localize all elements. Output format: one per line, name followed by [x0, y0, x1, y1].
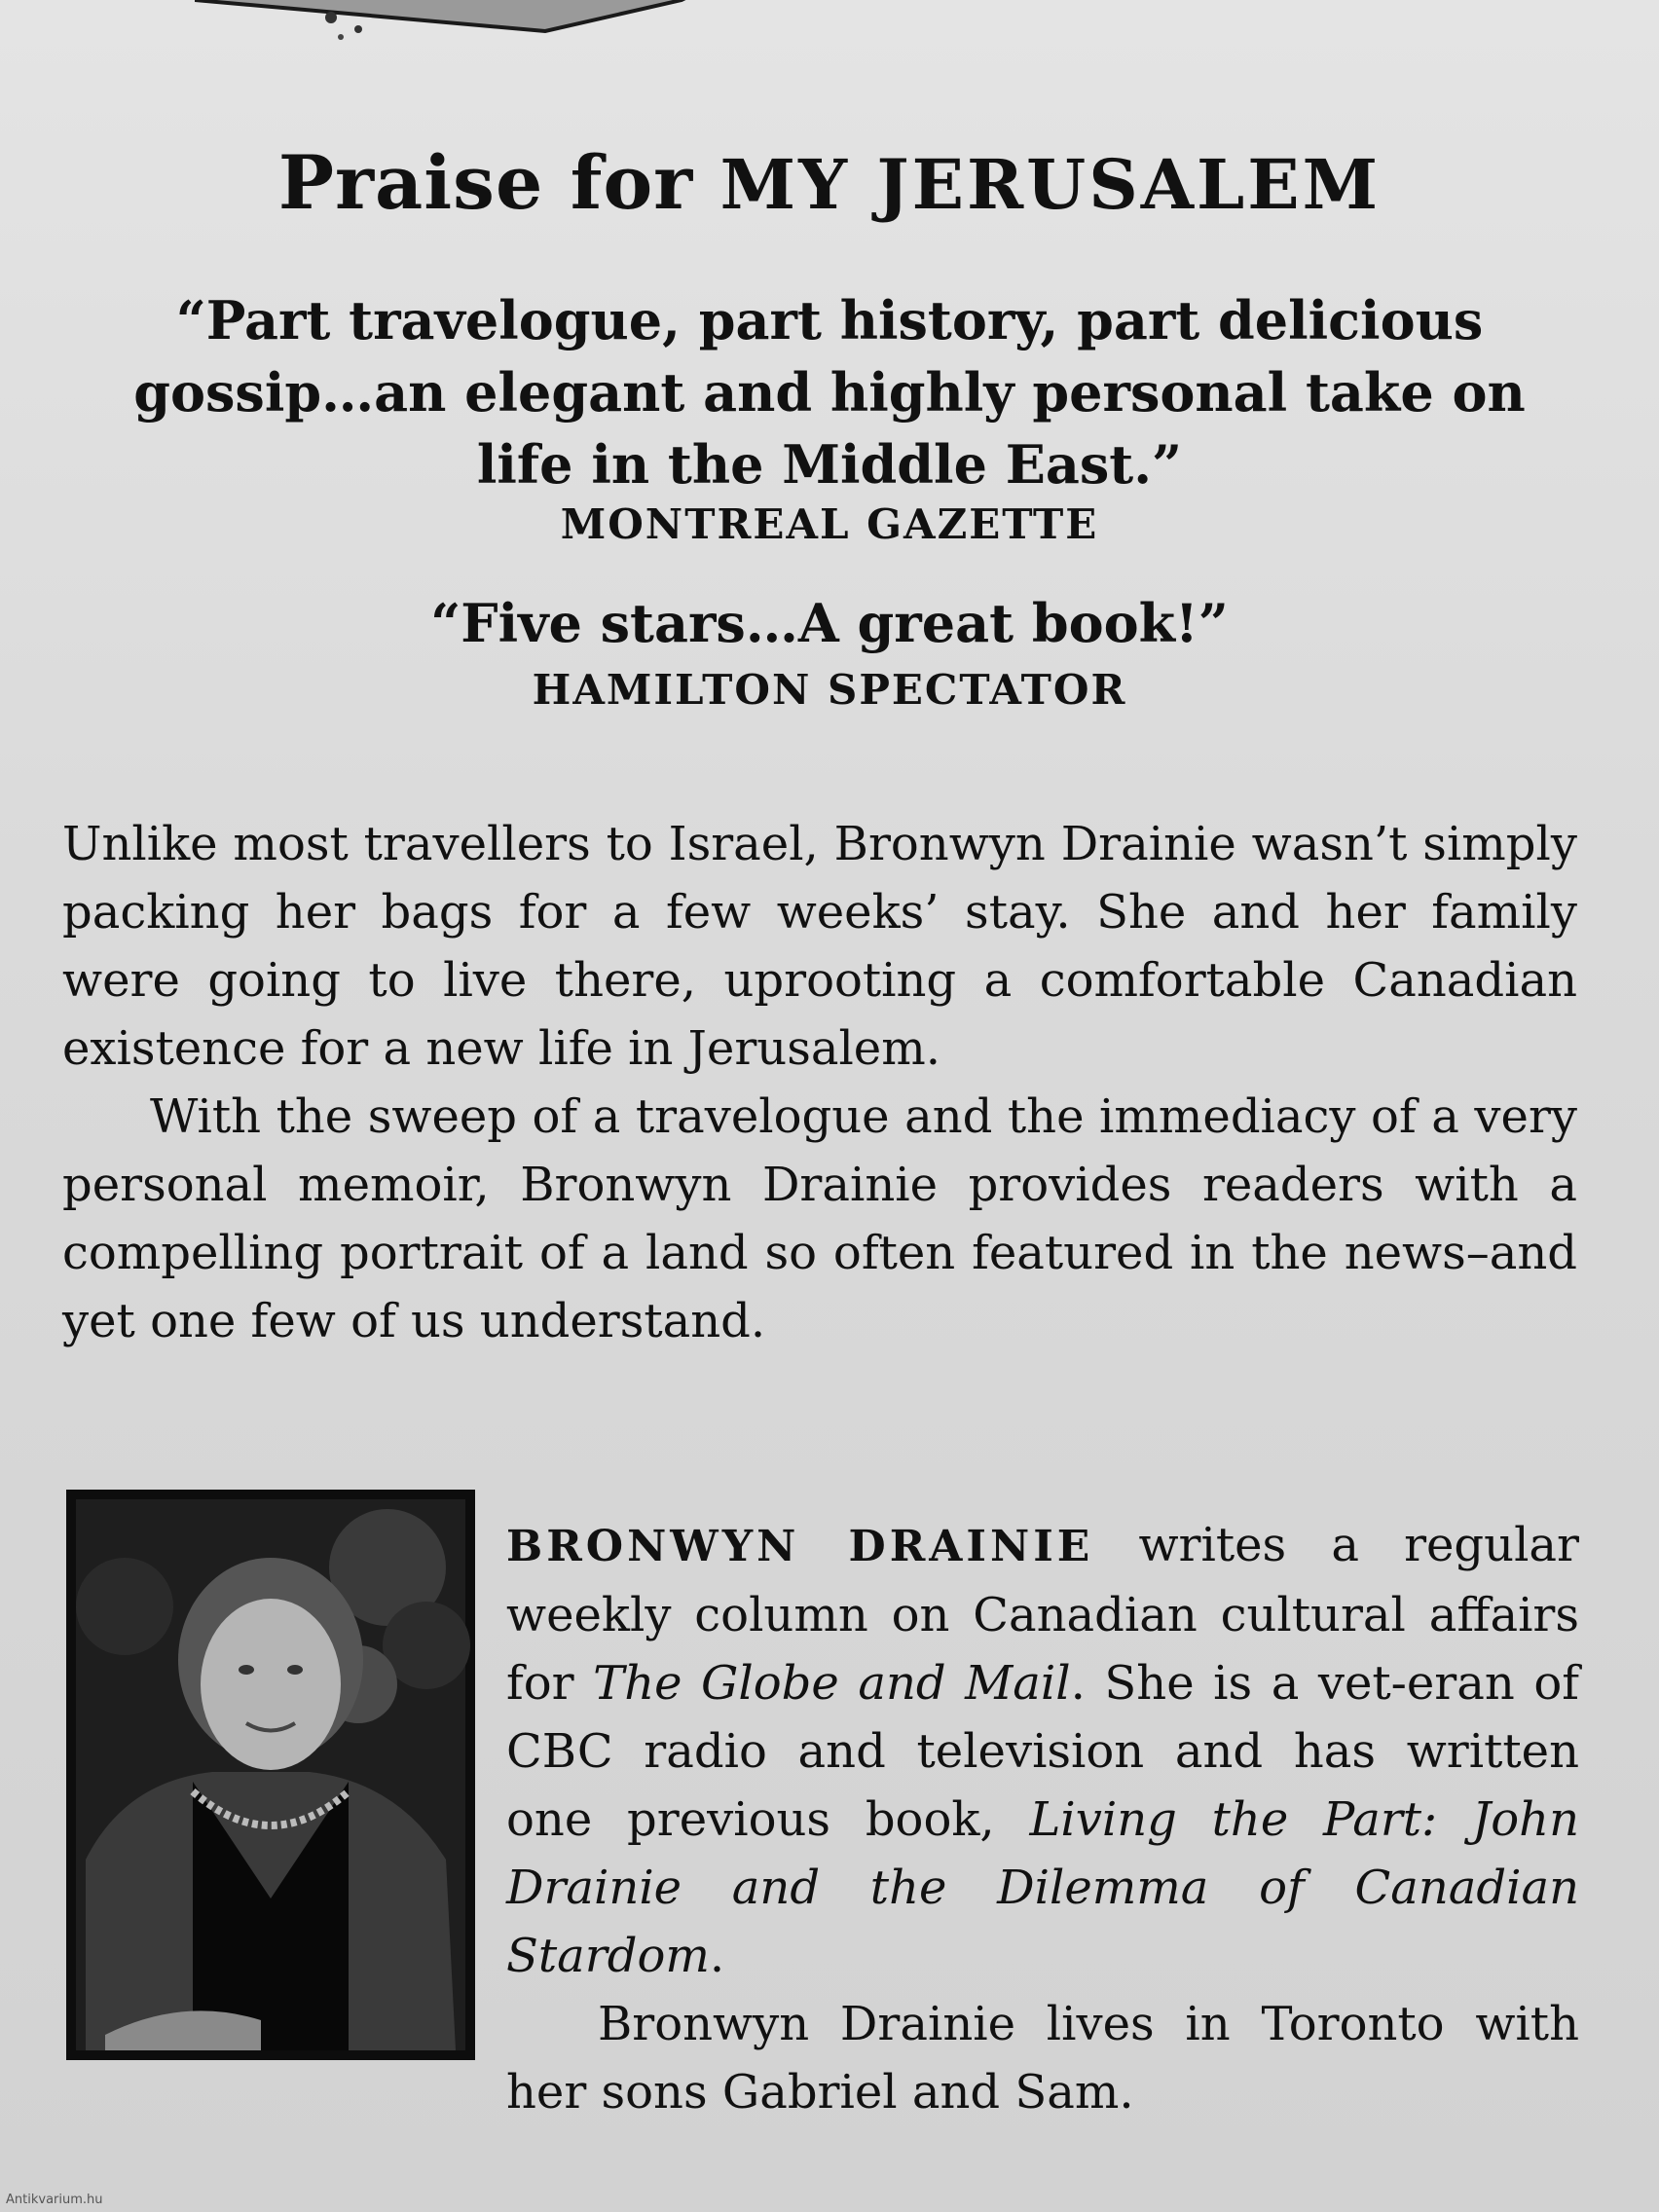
cover-decoration-shape	[195, 0, 701, 41]
page-title	[0, 139, 1659, 226]
review-source: HAMILTON SPECTATOR	[532, 666, 1127, 714]
author-photo	[66, 1490, 475, 2060]
book-description	[62, 810, 1577, 1355]
author-bio	[506, 1511, 1579, 2126]
bio-paragraph: Bronwyn Drainie lives in Toronto with her sons Gabriel and Sam.	[506, 1997, 1579, 2120]
bio-text: .	[709, 1929, 725, 1983]
bio-paragraph	[506, 1511, 1579, 1990]
newspaper-title: The Globe and Mail	[593, 1656, 1071, 1711]
review-source: MONTREAL GAZETTE	[560, 500, 1099, 548]
bio-text: writes a regular weekly column on Canadian cultural affairs for	[506, 1518, 1579, 1711]
author-name: BRONWYN DRAINIE	[506, 1522, 1094, 1571]
previous-book-title: Living the Part: John Drainie and the Dilemma of Canadian Stardom	[506, 1792, 1579, 1983]
review-quote: “Five stars…A great book!”	[430, 592, 1229, 654]
bio-text: . She is a vet-eran of CBC radio and television and has written one previous book,	[506, 1656, 1579, 1847]
title-prefix: Praise for	[277, 139, 694, 226]
watermark: Antikvarium.hu	[6, 2193, 103, 2207]
book-title: MY JERUSALEM	[719, 144, 1382, 225]
description-paragraph: Unlike most travellers to Israel, Bronwyn Drainie wasn’t simply packing her bags for a few weeks’ stay. She and her family were going to live there, uprooting a comfortable Canadian existence for a new life in Jerusalem.	[62, 817, 1577, 1076]
review-quote: “Part travelogue, part history, part delicious gossip…an elegant and highly personal take on life in the Middle East.”	[133, 289, 1526, 496]
description-paragraph: With the sweep of a travelogue and the immediacy of a very personal memoir, Bronwyn Drainie provides readers with a compelling portrait of a land so often featured in the news–and yet one few of us understand.	[62, 1089, 1577, 1348]
